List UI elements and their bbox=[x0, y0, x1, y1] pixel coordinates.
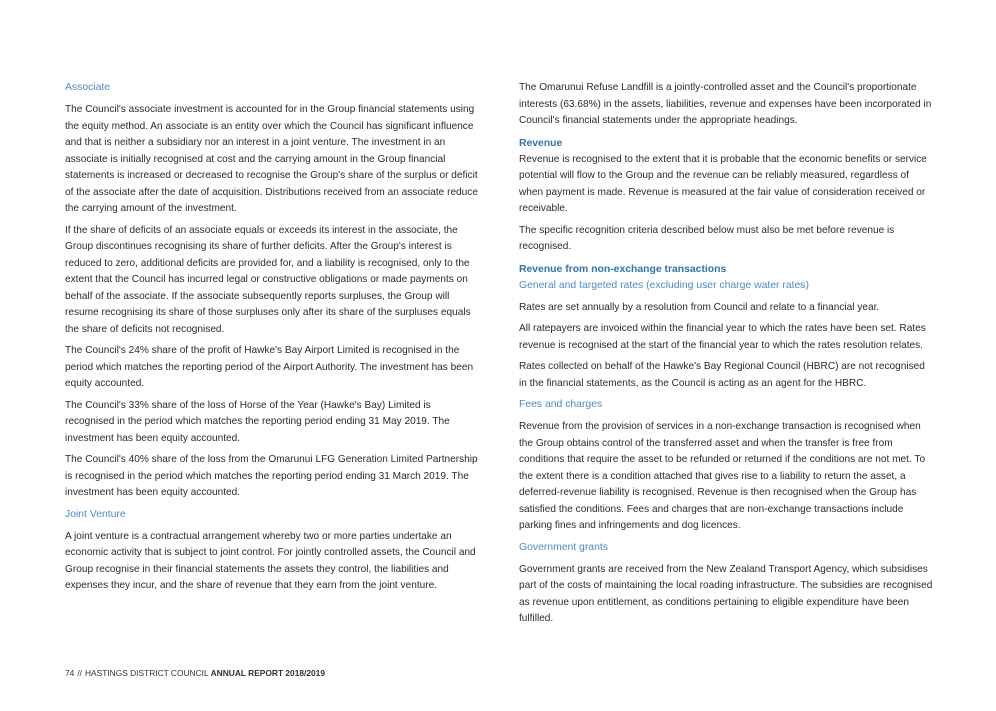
page-footer bbox=[65, 667, 325, 679]
left-column bbox=[65, 80, 478, 600]
footer-council-name: HASTINGS DISTRICT COUNCIL bbox=[84, 668, 209, 678]
fees-subheading: Fees and charges bbox=[519, 399, 603, 410]
associate-paragraph-4: The Council's 33% share of the loss of Horse of the Year (Hawke's Bay) Limited is recognised in the period which matches the reporting period ending 31 May 2019. The investment has been equity accounted. bbox=[65, 399, 450, 444]
joint-venture-heading: Joint Venture bbox=[65, 508, 126, 520]
revenue-heading: Revenue bbox=[519, 137, 563, 149]
associate-paragraph-5: The Council's 40% share of the loss from the Omarunui LFG Generation Limited Partnership is recognised in the period which matches the reporting period ending 31 March 2019. The investment has been equity accounted. bbox=[65, 454, 478, 498]
revenue-paragraph-2: The specific recognition criteria described below must also be met before revenue is recognised. bbox=[519, 224, 895, 252]
grants-subheading: Government grants bbox=[519, 541, 608, 553]
associate-paragraph-1: The Council's associate investment is accounted for in the Group financial statements using the equity method. An associate is an entity over which the Council has significant influence and that is neither a subsidiary nor an interest in a joint venture. The investment in an associate is initially recognised at cost and the carrying amount in the Group financial statements is increased or decreased to recognise the Group's share of the surplus or deficit of the associate after the date of acquisition. Distributions received from an associate reduce the carrying amount of the investment. bbox=[65, 104, 478, 214]
rates-paragraph-2: All ratepayers are invoiced within the financial year to which the rates have been set. Rates revenue is recognised at the start of the financial year to which the rates resolution relates. bbox=[519, 323, 926, 351]
rates-paragraph-3: Rates collected on behalf of the Hawke's Bay Regional Council (HBRC) are not recognised in the financial statements, as the Council is acting as an agent for the HBRC. bbox=[519, 361, 925, 389]
associate-paragraph-3: The Council's 24% share of the profit of Hawke's Bay Airport Limited is recognised in the period which matches the reporting period of the Airport Authority. The investment has been equity accounted. bbox=[65, 345, 474, 389]
page-number: 74 bbox=[65, 668, 75, 678]
fees-paragraph: Revenue from the provision of services in a non-exchange transaction is recognised when the Group obtains control of the transferred asset and when the transfer is free from conditions that require the asset to be refunded or returned if the conditions are not met. To the extent there is a condition attached that gives rise to a liability to return the asset, a deferred-revenue liability is recognised. Revenue is then recognised when the Group has satisfied the conditions. Fees and charges that are non-exchange transactions include parking fines and infringements and dog licences. bbox=[519, 421, 926, 531]
rates-paragraph-1: Rates are set annually by a resolution from Council and relate to a financial year. bbox=[519, 301, 880, 313]
non-exchange-heading: Revenue from non-exchange transactions bbox=[519, 263, 727, 275]
associate-paragraph-2: If the share of deficits of an associate equals or exceeds its interest in the associate, the Group discontinues recognising its share of further deficits. After the Group's interest is reduced to zero, additional deficits are provided for, and a liability is recognised, only to the extent that the Council has incurred legal or constructive obligations or made payments on behalf of the associate. If the associate subsequently reports surpluses, the Group will resume recognising its share of those surpluses only after its share of the surpluses equals the share of deficits not recognised. bbox=[65, 224, 471, 335]
revenue-paragraph-1: Revenue is recognised to the extent that it is probable that the economic benefits or service potential will flow to the Group and the revenue can be reliably measured, regardless of when payment is made. Revenue is measured at the fair value of consideration received or receivable. bbox=[519, 153, 927, 214]
grants-paragraph: Government grants are received from the New Zealand Transport Agency, which subsidises part of the costs of maintaining the local roading infrastructure. The subsidies are recognised as revenue upon entitlement, as conditions pertaining to eligible expenditure have been fulfilled. bbox=[519, 563, 933, 624]
footer-report-title: ANNUAL REPORT 2018/2019 bbox=[210, 668, 325, 678]
landfill-paragraph: The Omarunui Refuse Landfill is a jointly-controlled asset and the Council's proportionate interests (63.68%) in the assets, liabilities, revenue and expenses have been incorporated in Council's financial statements under the appropriate headings. bbox=[519, 82, 932, 126]
footer-separator: // bbox=[77, 668, 82, 678]
rates-subheading: General and targeted rates (excluding user charge water rates) bbox=[519, 279, 809, 291]
right-column bbox=[519, 80, 933, 633]
associate-heading: Associate bbox=[65, 82, 111, 93]
joint-venture-paragraph: A joint venture is a contractual arrangement whereby two or more parties undertake an economic activity that is subject to joint control. For jointly controlled assets, the Council and Group recognise in their financial statements the assets they control, the liabilities and expenses they incur, and the share of revenue that they earn from the joint venture. bbox=[65, 530, 476, 591]
